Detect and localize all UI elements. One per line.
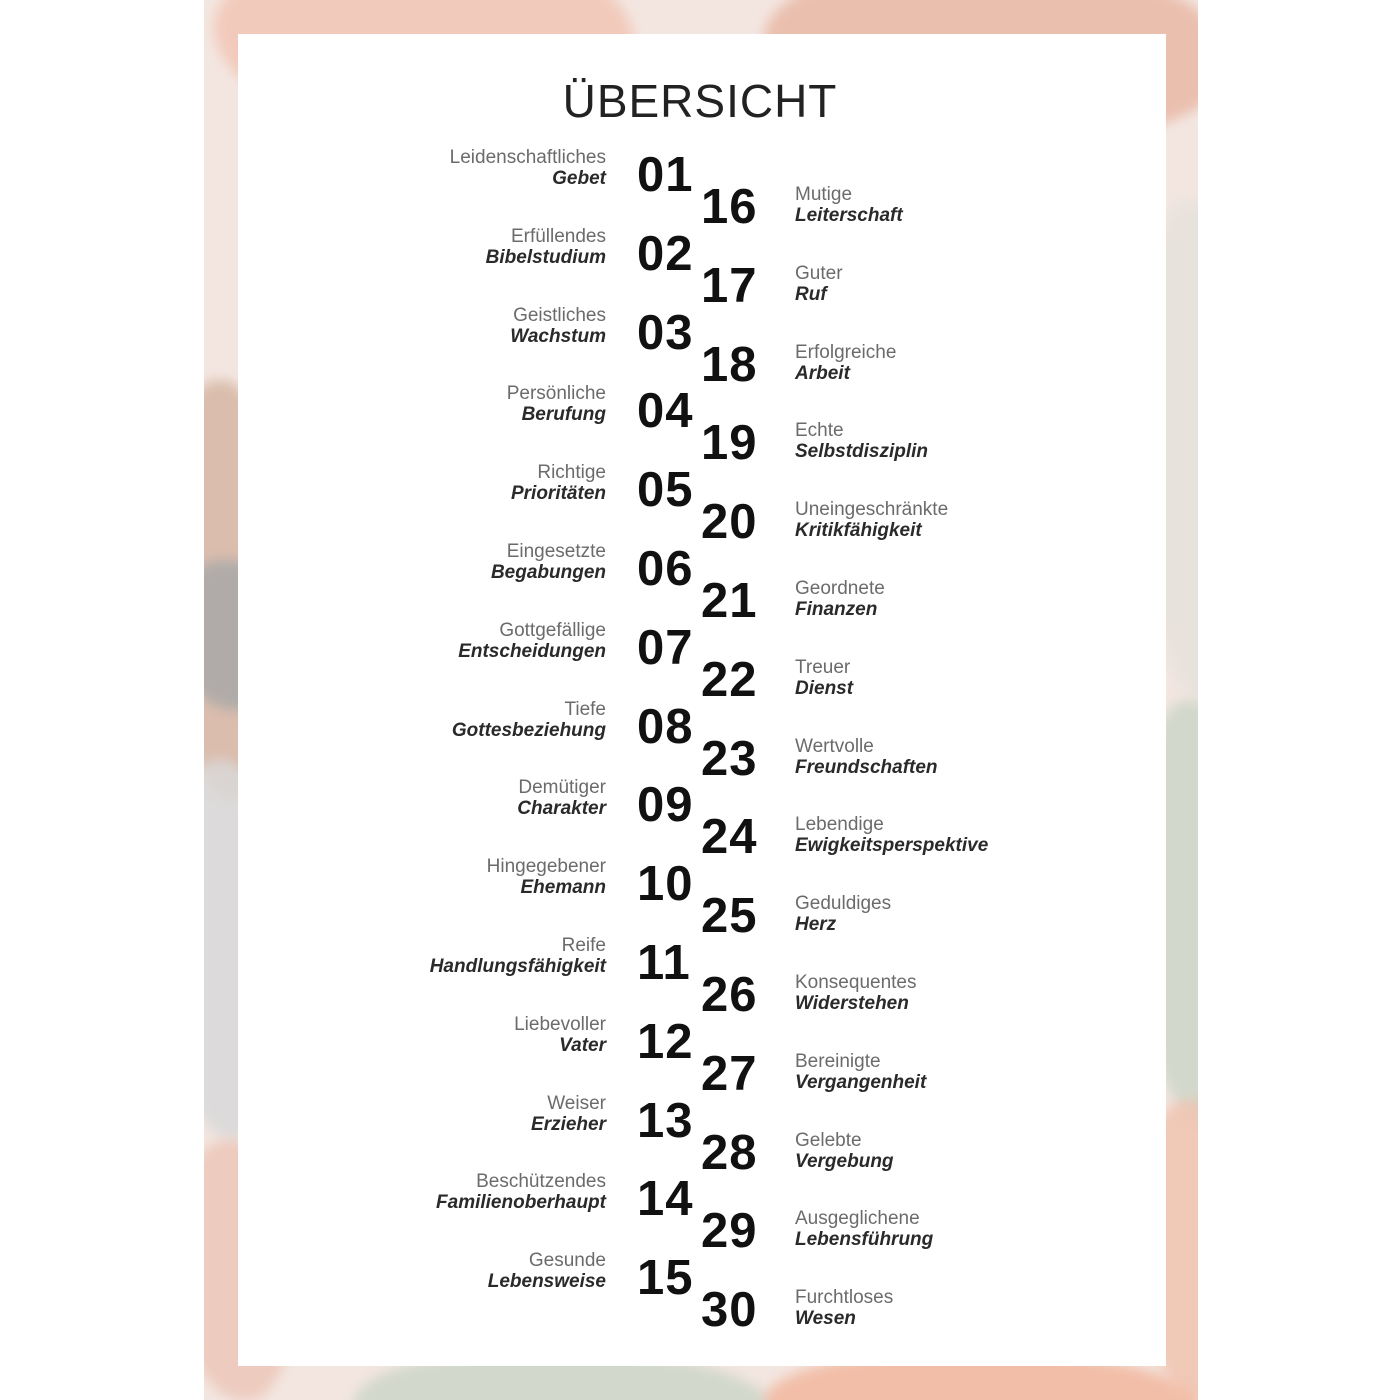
chapter-label-line2: Wesen: [795, 1308, 856, 1330]
chapter-label-line2: Vergangenheit: [795, 1071, 927, 1093]
chapter-entry: [795, 814, 988, 856]
chapter-label-line1: Beschützendes: [476, 1171, 606, 1193]
chapter-label-line2: Leiterschaft: [795, 205, 903, 226]
chapter-entry: [430, 935, 606, 977]
chapter-label-line1: Geordnete: [795, 578, 885, 599]
chapter-number: 16: [701, 180, 758, 234]
chapter-entry: [795, 972, 917, 1014]
chapter-label-line1: Persönliche: [506, 383, 606, 405]
chapter-label-line2: Berufung: [521, 404, 606, 426]
chapter-label-line2: Handlungsfähigkeit: [429, 956, 606, 977]
chapter-entry: [450, 147, 606, 189]
chapter-number: 01: [637, 148, 694, 202]
chapter-label-line1: Konsequentes: [795, 972, 917, 993]
chapter-label-line2: Widerstehen: [795, 993, 909, 1014]
chapter-label-line2: Herz: [795, 914, 837, 936]
chapter-number: 08: [637, 699, 694, 754]
chapter-label-line2: Gebet: [552, 168, 606, 189]
chapter-label-line1: Treuer: [795, 656, 851, 678]
chapter-label-line1: Gottgefällige: [499, 619, 606, 641]
chapter-number: 13: [637, 1093, 694, 1148]
chapter-entry: [452, 699, 606, 741]
chapter-label-line1: Guter: [795, 262, 843, 284]
chapter-label-line1: Ausgeglichene: [795, 1208, 920, 1230]
chapter-number: 05: [637, 463, 694, 518]
chapter-label-line1: Echte: [795, 420, 844, 442]
chapter-entry: [795, 578, 885, 620]
chapter-entry: [795, 736, 938, 778]
chapter-entry: [795, 1208, 933, 1250]
chapter-number: 11: [637, 936, 691, 990]
chapter-label-line1: Leidenschaftliches: [449, 147, 606, 168]
chapter-label-line1: Demütiger: [518, 777, 606, 799]
chapter-number: 15: [637, 1251, 694, 1306]
chapter-entry: [486, 226, 606, 268]
chapter-number: 10: [637, 857, 694, 912]
chapter-label-line2: Entscheidungen: [458, 640, 606, 662]
chapter-label-line2: Bibelstudium: [485, 246, 606, 268]
chapter-label-line1: Tiefe: [564, 698, 606, 720]
chapter-entry: [517, 777, 606, 819]
chapter-number: 03: [637, 305, 694, 360]
chapter-label-line1: Uneingeschränkte: [795, 499, 949, 521]
chapter-entry: [531, 1093, 606, 1135]
chapter-label-line1: Gesunde: [528, 1250, 606, 1272]
chapter-label-line2: Finanzen: [795, 599, 878, 620]
chapter-label-line2: Arbeit: [795, 362, 850, 384]
chapter-number: 06: [637, 542, 694, 596]
chapter-number: 04: [637, 384, 694, 439]
chapter-entry: [458, 620, 606, 662]
chapter-label-line1: Liebevoller: [514, 1013, 606, 1035]
chapter-entry: [795, 1051, 926, 1093]
chapter-entry: [488, 1250, 606, 1292]
chapter-label-line2: Prioritäten: [510, 483, 606, 505]
chapter-label-line1: Wertvolle: [795, 735, 874, 757]
chapter-label-line1: Mutige: [795, 184, 853, 205]
chapter-label-line1: Eingesetzte: [506, 541, 606, 562]
chapter-number: 20: [701, 495, 758, 550]
chapter-label-line2: Dienst: [795, 677, 854, 699]
page-title: ÜBERSICHT: [562, 75, 838, 127]
chapter-number: 24: [701, 810, 758, 865]
chapter-label-line1: Gelebte: [795, 1129, 862, 1151]
chapter-label-line2: Ruf: [795, 283, 827, 305]
chapter-label-line2: Familienoberhaupt: [436, 1192, 606, 1214]
chapter-label-line2: Freundschaften: [795, 756, 938, 778]
chapter-label-line1: Erfüllendes: [510, 225, 606, 247]
chapter-label-line2: Kritikfähigkeit: [795, 520, 922, 542]
chapter-label-line1: Geduldiges: [795, 893, 892, 915]
chapter-number: 19: [701, 416, 758, 471]
chapter-label-line1: Weiser: [547, 1092, 606, 1114]
chapter-label-line1: Hingegebener: [486, 856, 606, 878]
chapter-number: 12: [637, 1014, 694, 1069]
chapter-entry: [507, 383, 606, 425]
chapter-label-line1: Erfolgreiche: [795, 341, 897, 363]
chapter-entry: [436, 1171, 606, 1213]
chapter-label-line2: Erzieher: [531, 1113, 606, 1135]
chapter-label-line2: Gottesbeziehung: [451, 719, 606, 741]
chapter-entry: [487, 856, 606, 898]
chapter-label-line1: Richtige: [537, 462, 606, 484]
chapter-entry: [795, 184, 903, 226]
chapter-number: 27: [701, 1046, 758, 1101]
chapter-entry: [795, 499, 948, 541]
chapter-number: 26: [701, 968, 758, 1022]
chapter-label-line2: Vater: [559, 1034, 606, 1056]
chapter-label-line2: Ewigkeitsperspektive: [795, 835, 989, 857]
chapter-entry: [795, 893, 891, 935]
chapter-entry: [795, 657, 853, 699]
chapter-number: 21: [701, 574, 758, 628]
chapter-number: 22: [701, 652, 758, 707]
chapter-label-line2: Charakter: [517, 798, 606, 820]
chapter-entry: [795, 1130, 894, 1172]
chapter-entry: [514, 1014, 606, 1056]
chapter-entry: [491, 541, 606, 583]
chapter-label-line2: Vergebung: [795, 1150, 894, 1172]
chapter-number: 17: [701, 258, 758, 313]
chapter-entry: [795, 420, 928, 462]
chapter-number: 30: [701, 1283, 758, 1338]
chapter-label-line2: Lebensweise: [487, 1271, 606, 1293]
chapter-label-line2: Ehemann: [520, 877, 606, 899]
chapter-entry: [795, 1287, 893, 1329]
chapter-number: 14: [637, 1172, 694, 1227]
chapter-label-line1: Bereinigte: [795, 1050, 881, 1072]
chapter-label-line2: Wachstum: [510, 325, 606, 347]
chapter-number: 25: [701, 889, 758, 944]
chapter-entry: [511, 462, 606, 504]
chapter-label-line1: Furchtloses: [795, 1287, 894, 1309]
chapter-label-line2: Lebensführung: [795, 1229, 934, 1251]
chapter-number: 02: [637, 226, 694, 281]
chapter-label-line1: Geistliches: [513, 304, 606, 326]
chapter-label-line1: Reife: [561, 935, 606, 956]
chapter-number: 29: [701, 1204, 758, 1259]
chapter-number: 07: [637, 620, 694, 675]
chapter-number: 23: [701, 731, 758, 786]
chapter-label-line1: Lebendige: [795, 814, 884, 836]
chapter-label-line2: Selbstdisziplin: [795, 441, 929, 463]
chapter-number: 28: [701, 1125, 758, 1180]
chapter-entry: [795, 263, 843, 305]
chapter-number: 09: [637, 778, 694, 833]
chapter-entry: [510, 305, 606, 347]
chapter-label-line2: Begabungen: [490, 562, 606, 583]
chapter-number: 18: [701, 337, 758, 392]
chapter-entry: [795, 342, 896, 384]
